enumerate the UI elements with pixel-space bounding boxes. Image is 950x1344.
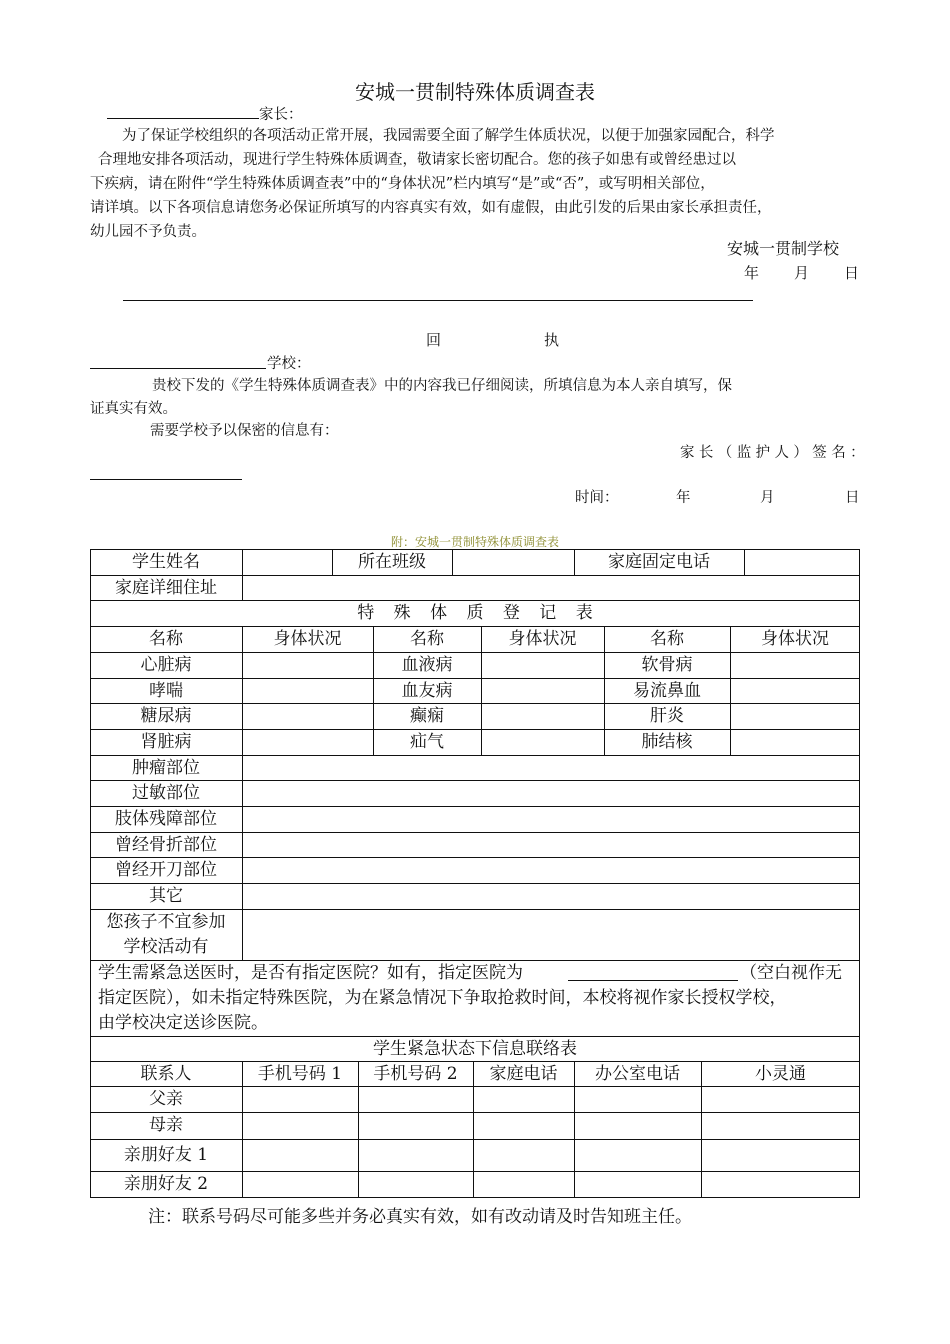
letter-line: 幼儿园不予负责。 bbox=[90, 224, 206, 240]
time-label: 时间： bbox=[575, 490, 619, 506]
annex-caption: 附：安城一贯制特殊体质调查表 bbox=[390, 535, 559, 549]
part-label-surgery: 曾经开刀部位 bbox=[115, 860, 217, 880]
cut-line bbox=[123, 300, 753, 301]
home-phone-field[interactable] bbox=[745, 550, 858, 574]
signature-blank[interactable] bbox=[90, 479, 242, 480]
disease-name: 软骨病 bbox=[641, 655, 693, 675]
unsuitable-label-1: 您孩子不宜参加 bbox=[106, 912, 226, 932]
receipt-heading-2: 执 bbox=[544, 331, 560, 349]
disease-name: 疝气 bbox=[410, 732, 444, 752]
disease-name: 肾脏病 bbox=[140, 732, 192, 752]
salutation: 家长： bbox=[259, 107, 303, 123]
disease-name: 肺结核 bbox=[641, 732, 693, 752]
time-month: 月 bbox=[760, 490, 775, 506]
col-header-name: 名称 bbox=[650, 629, 684, 649]
unsuitable-label-2: 学校活动有 bbox=[123, 937, 209, 957]
part-label-disability: 肢体残障部位 bbox=[115, 809, 217, 829]
time-day: 日 bbox=[845, 490, 860, 506]
letter-line: 下疾病，请在附件“学生特殊体质调查表”中的“身体状况”栏内填写“是”或“否”，或写明相关部位， bbox=[90, 176, 715, 192]
letter-line: 合理地安排各项活动，现进行学生特殊体质调查，敬请家长密切配合。您的孩子如患有或曾经患过以 bbox=[98, 152, 736, 168]
part-label-allergy: 过敏部位 bbox=[132, 783, 200, 803]
letter-date-day: 日 bbox=[844, 264, 860, 282]
school-label: 学校： bbox=[267, 356, 311, 372]
part-label-tumor: 肿瘤部位 bbox=[132, 758, 200, 778]
contact-row-friend-2: 亲朋好友 2 bbox=[123, 1174, 209, 1194]
contact-row-friend-1: 亲朋好友 1 bbox=[123, 1145, 209, 1165]
disease-name: 心脏病 bbox=[140, 655, 192, 675]
home-phone-label: 家庭固定电话 bbox=[608, 552, 710, 572]
footer-note: 注：联系号码尽可能多些并务必真实有效，如有改动请及时告知班主任。 bbox=[148, 1207, 692, 1227]
disease-name: 癫痫 bbox=[410, 706, 444, 726]
col-header-status: 身体状况 bbox=[273, 629, 342, 649]
class-field[interactable] bbox=[453, 550, 573, 574]
hospital-line-2: 指定医院），如未指定特殊医院，为在紧急情况下争取抢救时间，本校将视作家长授权学校， bbox=[98, 988, 787, 1008]
disease-name: 血友病 bbox=[401, 681, 453, 701]
secret-info-label: 需要学校予以保密的信息有： bbox=[150, 423, 339, 439]
col-header-name: 名称 bbox=[410, 629, 444, 649]
school-name-blank[interactable] bbox=[90, 368, 266, 369]
receipt-line-1: 贵校下发的《学生特殊体质调查表》中的内容我已仔细阅读，所填信息为本人亲自填写，保 bbox=[152, 378, 732, 394]
student-name-label: 学生姓名 bbox=[132, 552, 200, 572]
contact-header: 手机号码 1 bbox=[257, 1064, 343, 1084]
hospital-blank[interactable] bbox=[568, 980, 738, 981]
page-title: 安城一贯制特殊体质调查表 bbox=[355, 80, 595, 104]
part-label-other: 其它 bbox=[149, 886, 183, 906]
parent-sign-label: 家长（监护人）签名： bbox=[680, 445, 869, 461]
class-label: 所在班级 bbox=[358, 552, 426, 572]
disease-name: 哮喘 bbox=[149, 681, 183, 701]
hospital-line-3: 由学校决定送诊医院。 bbox=[98, 1013, 268, 1033]
contact-row-mother: 母亲 bbox=[149, 1115, 183, 1135]
col-header-name: 名称 bbox=[149, 629, 183, 649]
disease-name: 易流鼻血 bbox=[633, 681, 701, 701]
contact-row-father: 父亲 bbox=[149, 1089, 183, 1109]
disease-name: 肝炎 bbox=[650, 706, 684, 726]
register-title: 特 殊 体 质 登 记 表 bbox=[357, 603, 593, 623]
col-header-status: 身体状况 bbox=[508, 629, 577, 649]
letter-date-year: 年 bbox=[744, 264, 760, 282]
contact-header: 联系人 bbox=[140, 1064, 192, 1084]
parent-name-blank[interactable] bbox=[107, 118, 259, 119]
letter-body bbox=[90, 124, 865, 244]
part-label-fracture: 曾经骨折部位 bbox=[115, 835, 217, 855]
disease-name: 糖尿病 bbox=[140, 706, 192, 726]
contact-header: 手机号码 2 bbox=[373, 1064, 458, 1084]
physique-form bbox=[90, 549, 860, 1198]
letter-date-month: 月 bbox=[794, 264, 810, 282]
col-header-status: 身体状况 bbox=[761, 629, 829, 649]
contact-header: 家庭电话 bbox=[489, 1064, 558, 1084]
hospital-line-1b: （空白视作无 bbox=[740, 963, 842, 983]
school-signature: 安城一贯制学校 bbox=[727, 239, 840, 258]
student-name-field[interactable] bbox=[243, 550, 331, 574]
contact-header: 办公室电话 bbox=[595, 1064, 680, 1084]
address-field[interactable] bbox=[243, 576, 858, 599]
contact-header: 小灵通 bbox=[755, 1064, 806, 1084]
letter-line: 为了保证学校组织的各项活动正常开展，我园需要全面了解学生体质状况，以便于加强家园配合，科学 bbox=[122, 128, 775, 144]
letter-line: 请详填。以下各项信息请您务必保证所填写的内容真实有效，如有虚假，由此引发的后果由家长承担责任， bbox=[90, 200, 772, 216]
contact-title: 学生紧急状态下信息联络表 bbox=[373, 1039, 577, 1059]
hospital-line-1: 学生需紧急送医时，是否有指定医院？如有，指定医院为 bbox=[98, 963, 523, 983]
receipt-line-2: 证真实有效。 bbox=[90, 401, 177, 417]
address-label: 家庭详细住址 bbox=[115, 578, 217, 598]
disease-name: 血液病 bbox=[401, 655, 453, 675]
receipt-heading-1: 回 bbox=[426, 331, 442, 349]
time-year: 年 bbox=[676, 490, 691, 506]
